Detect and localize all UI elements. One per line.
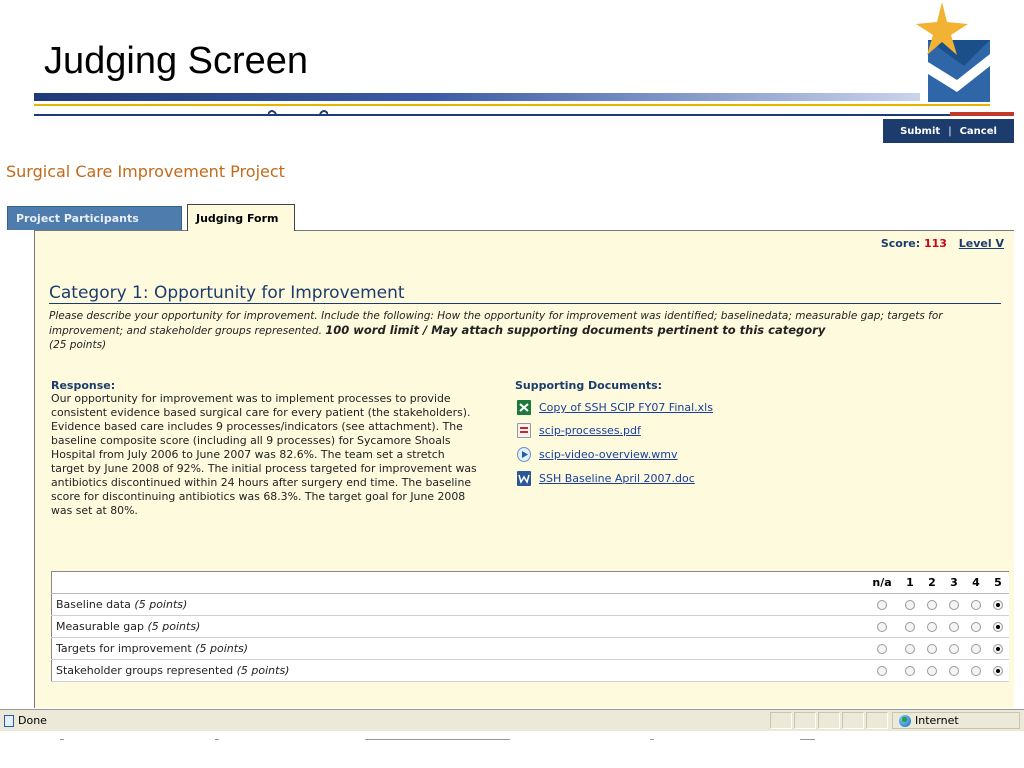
rating-radio-5[interactable]	[993, 644, 1003, 654]
score-value: 113	[923, 237, 947, 250]
rating-radio-na[interactable]	[877, 600, 887, 610]
table-row	[52, 638, 1010, 660]
project-title: Surgical Care Improvement Project	[6, 162, 285, 181]
status-pane	[818, 712, 840, 729]
slide-title: Judging Screen	[44, 40, 309, 82]
excel-file-icon	[517, 400, 531, 415]
status-pane	[794, 712, 816, 729]
rating-radio-3[interactable]	[949, 600, 959, 610]
cancel-button[interactable]: Cancel	[959, 125, 997, 137]
criterion-label: Targets for improvement	[56, 642, 192, 655]
document-link[interactable]: scip-video-overview.wmv	[539, 448, 678, 461]
ratings-table	[51, 571, 1009, 682]
rating-radio-5[interactable]	[993, 622, 1003, 632]
zone-label: Internet	[915, 714, 959, 727]
category-description	[49, 309, 1007, 352]
page-icon	[4, 715, 14, 727]
rating-radio-1[interactable]	[905, 622, 915, 632]
level-link[interactable]: Level V	[958, 237, 1004, 250]
rating-radio-3[interactable]	[949, 622, 959, 632]
criterion-cell	[52, 594, 866, 616]
column-header: 2	[921, 572, 943, 594]
score-display	[881, 237, 1004, 250]
document-item	[517, 423, 641, 438]
rating-radio-5[interactable]	[993, 666, 1003, 676]
column-header: n/a	[865, 572, 899, 594]
criterion-points: (5 points)	[236, 664, 290, 677]
title-underline	[34, 104, 990, 106]
tab-judging-form[interactable]: Judging Form	[187, 204, 295, 231]
criterion-cell	[52, 660, 866, 682]
column-header: 4	[965, 572, 987, 594]
title-bar	[34, 93, 920, 101]
table-row	[52, 660, 1010, 682]
criterion-label: Stakeholder groups represented	[56, 664, 234, 677]
criterion-cell	[52, 638, 866, 660]
action-accent	[950, 112, 1014, 116]
rating-radio-5[interactable]	[993, 600, 1003, 610]
criterion-label: Measurable gap	[56, 620, 144, 633]
rating-radio-4[interactable]	[971, 666, 981, 676]
description-limit: 100 word limit / May attach supporting documents pertinent to this category	[325, 323, 826, 337]
category-title: Category 1: Opportunity for Improvement	[49, 283, 405, 303]
category-rule	[49, 303, 1001, 304]
star-logo-icon	[912, 0, 992, 104]
rating-radio-3[interactable]	[949, 644, 959, 654]
rating-radio-2[interactable]	[927, 622, 937, 632]
rating-radio-4[interactable]	[971, 600, 981, 610]
response-text: Our opportunity for improvement was to implement processes to provide consistent evidence based surgical care for every patient (the stakeholders). Evidence based care includes 9 processes/indicators (see attachment). The baseline composite score (including all 9 processes) for Sycamore Shoals Hospital from July 2006 to June 2007 was 82.6%. The team set a stretch target by June 2008 of 92%. The initial process targeted for improvement was antibiotics discontinued within 24 hours after surgery end time. The baseline score for discontinuing antibiotics was 68.3%. The target goal for June 2008 was set at 80%.	[51, 392, 477, 517]
criterion-points: (5 points)	[195, 642, 249, 655]
page-header-rule	[34, 114, 1014, 116]
submit-button[interactable]: Submit	[900, 125, 941, 137]
judging-form-panel	[34, 230, 1014, 708]
rating-radio-3[interactable]	[949, 666, 959, 676]
document-item	[517, 471, 695, 486]
status-text: Done	[18, 714, 47, 727]
rating-radio-4[interactable]	[971, 622, 981, 632]
document-link[interactable]: Copy of SSH SCIP FY07 Final.xls	[539, 401, 713, 414]
rating-radio-2[interactable]	[927, 600, 937, 610]
status-pane	[842, 712, 864, 729]
rating-radio-4[interactable]	[971, 644, 981, 654]
bottom-strip	[0, 731, 1024, 768]
criterion-label: Baseline data	[56, 598, 131, 611]
security-zone	[892, 712, 1020, 729]
action-bar	[883, 119, 1014, 143]
rating-radio-1[interactable]	[905, 600, 915, 610]
action-separator: |	[948, 125, 952, 137]
criterion-points: (5 points)	[147, 620, 201, 633]
status-pane	[770, 712, 792, 729]
supporting-documents-label: Supporting Documents:	[515, 379, 663, 392]
rating-radio-2[interactable]	[927, 666, 937, 676]
globe-icon	[899, 715, 911, 727]
status-panes	[770, 712, 888, 729]
document-item	[517, 400, 713, 415]
document-link[interactable]: SSH Baseline April 2007.doc	[539, 472, 695, 485]
document-link[interactable]: scip-processes.pdf	[539, 424, 641, 437]
rating-radio-na[interactable]	[877, 644, 887, 654]
rating-radio-na[interactable]	[877, 622, 887, 632]
column-header: 1	[899, 572, 921, 594]
status-pane	[866, 712, 888, 729]
tab-project-participants[interactable]: Project Participants	[7, 206, 182, 230]
video-file-icon	[517, 447, 531, 462]
table-row	[52, 594, 1010, 616]
description-points: (25 points)	[49, 339, 107, 351]
browser-status-bar	[0, 709, 1024, 731]
rating-radio-1[interactable]	[905, 666, 915, 676]
status-done	[0, 714, 47, 727]
ratings-header-row	[52, 572, 1010, 594]
criterion-cell	[52, 616, 866, 638]
score-label: Score:	[880, 237, 921, 250]
table-row	[52, 616, 1010, 638]
rating-radio-1[interactable]	[905, 644, 915, 654]
description-intro: Please describe your opportunity for improvement. Include the following: How the opportunity for improvement was identified; baselinedata; measurable gap; targets for improvement; and stakeholder groups represented.	[49, 310, 943, 337]
document-item	[517, 447, 677, 462]
column-header: 3	[943, 572, 965, 594]
criteria-header	[52, 572, 866, 594]
word-file-icon	[517, 471, 531, 486]
criterion-points: (5 points)	[134, 598, 188, 611]
rating-radio-na[interactable]	[877, 666, 887, 676]
pdf-file-icon	[517, 423, 531, 438]
rating-radio-2[interactable]	[927, 644, 937, 654]
response-label: Response:	[51, 379, 116, 392]
column-header: 5	[987, 572, 1009, 594]
